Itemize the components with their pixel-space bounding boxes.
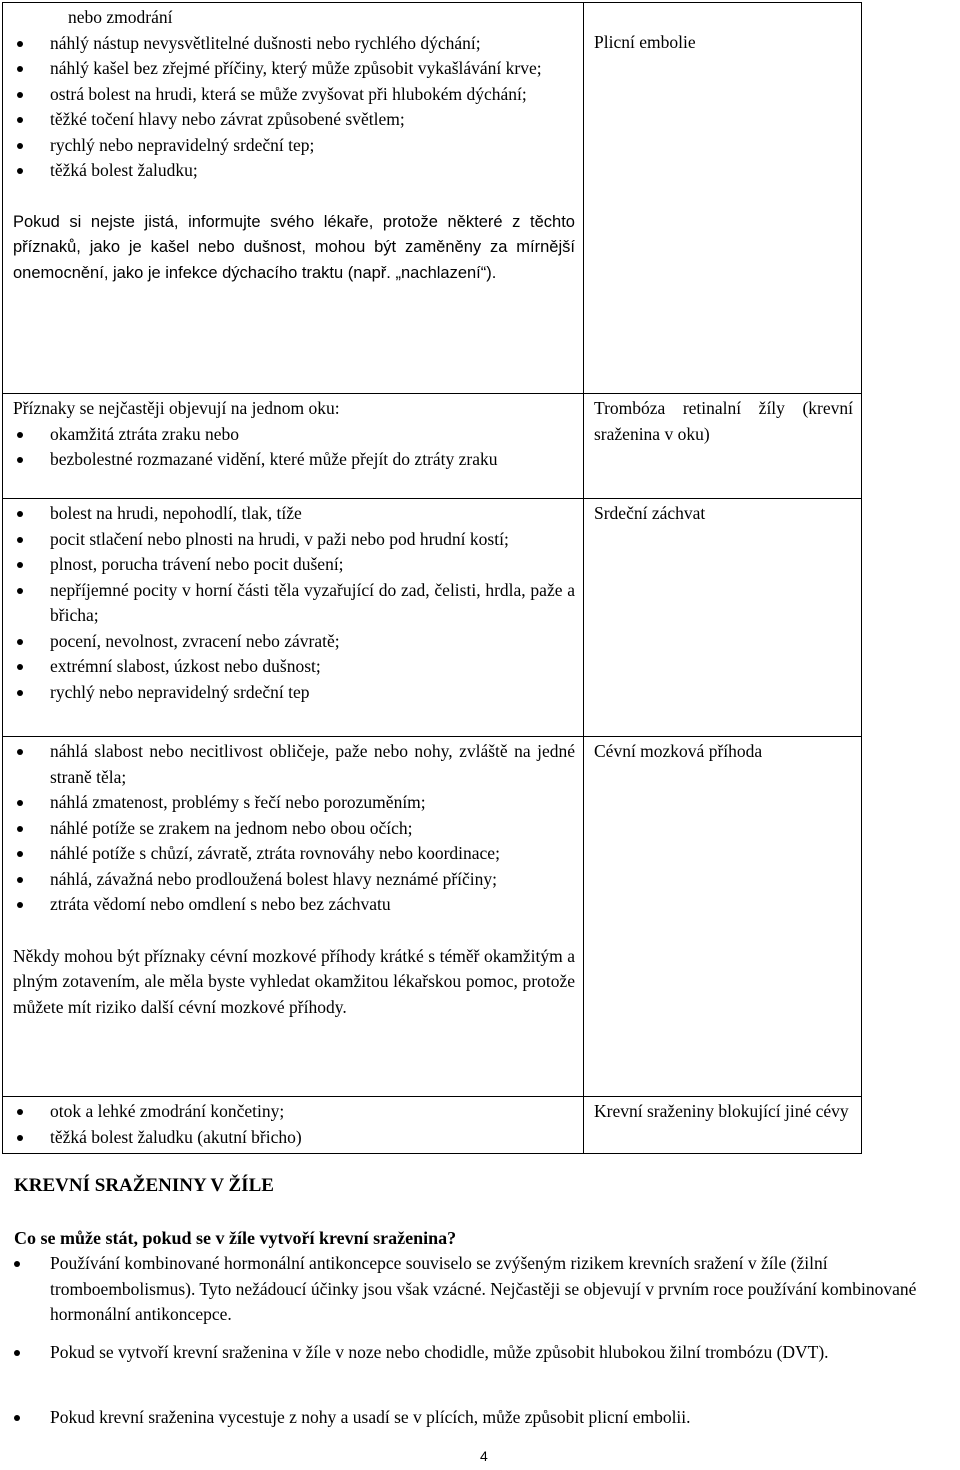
table-row [3, 3, 862, 394]
lead-text: nebo zmodrání [68, 7, 173, 27]
list-item: náhlá zmatenost, problémy s řečí nebo porozuměním; [13, 790, 575, 816]
symptoms-table [2, 2, 862, 1154]
list-item: pocení, nevolnost, zvracení nebo závratě; [13, 629, 575, 655]
condition-label: Srdeční záchvat [594, 503, 706, 523]
list-item: bezbolestné rozmazané vidění, které může přejít do ztráty zraku [13, 447, 575, 473]
condition-label: Krevní sraženiny blokující jiné cévy [594, 1101, 849, 1121]
note-text: Někdy mohou být příznaky cévní mozkové příhody krátké s téměř okamžitým a plným zotavením, ale měla byste vyhledat okamžitou lékařskou pomoc, protože můžete mít riziko další cévní mozkové příhody. [13, 945, 575, 1017]
intro-text: Příznaky se nejčastěji objevují na jednom oku: [13, 398, 340, 418]
symptoms-cell [3, 1097, 584, 1154]
note-text: Pokud si nejste jistá, informujte svého lékaře, protože některé z těchto příznaků, jako je kašel nebo dušnost, mohou být zaměněny za mírnější onemocnění, jako je infekce dýchacího traktu (např. „nachlazení“). [13, 212, 575, 282]
table-row [3, 737, 862, 1097]
list-item: Používání kombinované hormonální antikoncepce souviselo se zvýšeným rizikem krevních sražení v žíle (žilní tromboembolismus). Tyto nežádoucí účinky jsou však vzácné. Nejčastěji se objevují v prvním roce používání kombinované hormonální antikoncepce. [14, 1251, 960, 1328]
list-item: plnost, porucha trávení nebo pocit dušení; [13, 552, 575, 578]
list-item: ztráta vědomí nebo omdlení s nebo bez záchvatu [13, 892, 575, 918]
symptom-list [13, 422, 575, 473]
condition-cell [584, 3, 862, 394]
list-item: otok a lehké zmodrání končetiny; [13, 1099, 575, 1125]
list-item: okamžitá ztráta zraku nebo [13, 422, 575, 448]
symptom-list [13, 1099, 575, 1150]
list-item: bolest na hrudi, nepohodlí, tlak, tíže [13, 501, 575, 527]
symptoms-cell [3, 3, 584, 394]
info-list [14, 1405, 960, 1431]
list-item: pocit stlačení nebo plnosti na hrudi, v paži nebo pod hrudní kostí; [13, 527, 575, 553]
table-row [3, 1097, 862, 1154]
condition-label: Cévní mozková příhoda [594, 741, 763, 761]
list-item: těžká bolest žaludku (akutní břicho) [13, 1125, 575, 1151]
table-row [3, 394, 862, 499]
list-item: náhlé potíže s chůzí, závratě, ztráta rovnováhy nebo koordinace; [13, 841, 575, 867]
list-item: náhlý nástup nevysvětlitelné dušnosti nebo rychlého dýchání; [13, 31, 575, 57]
list-item: těžké točení hlavy nebo závrat způsobené světlem; [13, 107, 575, 133]
symptom-list [13, 739, 575, 918]
list-item: náhlé potíže se zrakem na jednom nebo obou očích; [13, 816, 575, 842]
list-item: náhlý kašel bez zřejmé příčiny, který může způsobit vykašlávání krve; [13, 56, 575, 82]
info-list [14, 1251, 960, 1328]
symptoms-cell [3, 737, 584, 1097]
table-row [3, 499, 862, 737]
page-number: 4 [480, 1448, 488, 1464]
symptoms-cell [3, 499, 584, 737]
condition-label: Plicní embolie [594, 32, 696, 52]
list-item: náhlá slabost nebo necitlivost obličeje, paže nebo nohy, zvláště na jedné straně těla; [13, 739, 575, 790]
section-question: Co se může stát, pokud se v žíle vytvoří krevní sraženina? [14, 1228, 457, 1248]
section-heading: KREVNÍ SRAŽENINY V ŽÍLE [14, 1175, 274, 1196]
condition-cell [584, 394, 862, 499]
symptom-list [13, 31, 575, 184]
condition-label: Trombóza retinalní žíly (krevní sraženina v oku) [594, 398, 853, 444]
list-item: extrémní slabost, úzkost nebo dušnost; [13, 654, 575, 680]
list-item: nepříjemné pocity v horní části těla vyzařující do zad, čelisti, hrdla, paže a břicha; [13, 578, 575, 629]
condition-cell [584, 1097, 862, 1154]
list-item: ostrá bolest na hrudi, která se může zvyšovat při hlubokém dýchání; [13, 82, 575, 108]
list-item: těžká bolest žaludku; [13, 158, 575, 184]
list-item: Pokud krevní sraženina vycestuje z nohy a usadí se v plících, může způsobit plicní embolii. [14, 1405, 960, 1431]
condition-cell [584, 499, 862, 737]
symptoms-cell [3, 394, 584, 499]
symptom-list [13, 501, 575, 705]
list-item: náhlá, závažná nebo prodloužená bolest hlavy neznámé příčiny; [13, 867, 575, 893]
info-list [14, 1340, 960, 1366]
list-item: Pokud se vytvoří krevní sraženina v žíle v noze nebo chodidle, může způsobit hlubokou žilní trombózu (DVT). [14, 1340, 960, 1366]
condition-cell [584, 737, 862, 1097]
list-item: rychlý nebo nepravidelný srdeční tep [13, 680, 575, 706]
list-item: rychlý nebo nepravidelný srdeční tep; [13, 133, 575, 159]
